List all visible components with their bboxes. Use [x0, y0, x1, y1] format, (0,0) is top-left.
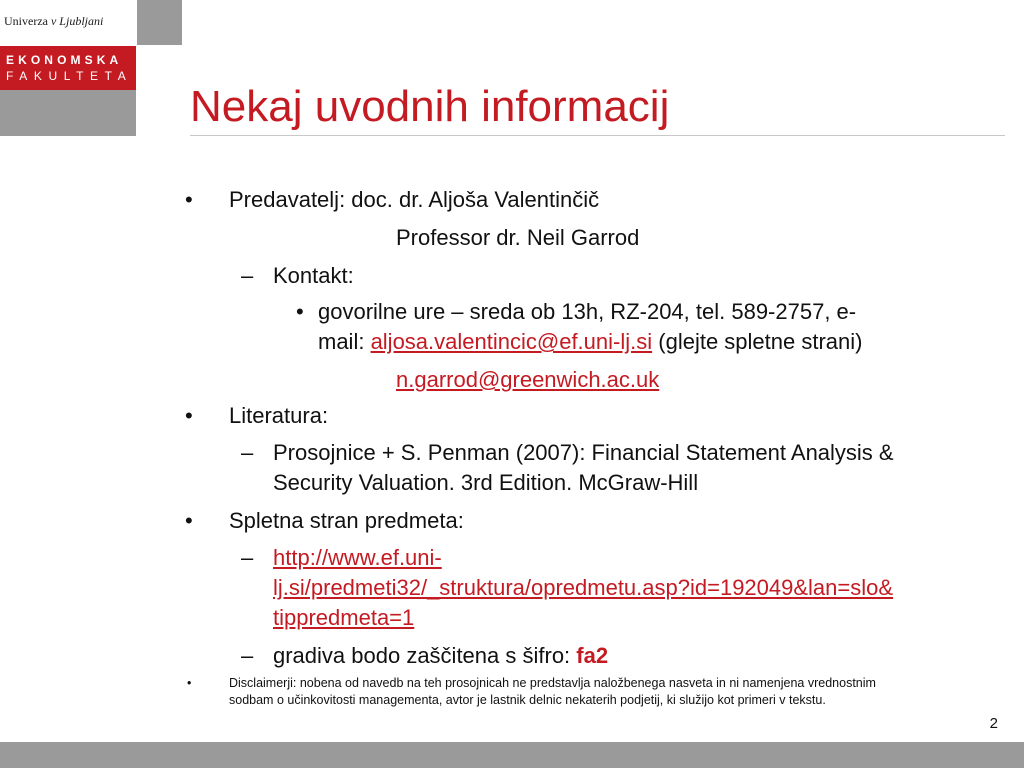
email-link-garrod[interactable]: n.garrod@greenwich.ac.uk — [396, 367, 660, 392]
website-link-line3-wrap — [273, 603, 414, 633]
bullet-marker: • — [185, 187, 193, 212]
literature-label: Literatura: — [229, 403, 329, 428]
website-label: Spletna stran predmeta: — [229, 508, 464, 533]
dash-marker: – — [241, 440, 254, 465]
bullet-marker: • — [296, 299, 304, 324]
password-code: fa2 — [576, 643, 609, 668]
bullet-marker: • — [185, 403, 193, 428]
disclaimer-line2: sodbam o učinkovitosti managementa, avtor je lastnik delnic nekaterih podjetij, ki služijo kot primeri v tekstu. — [229, 693, 826, 707]
email-suffix: (glejte spletne strani) — [652, 329, 863, 354]
website-link-line2[interactable]: lj.si/predmeti32/_struktura/opredmetu.asp?id=192049&lan=slo& — [273, 575, 894, 600]
co-lecturer-text: Professor dr. Neil Garrod — [396, 225, 640, 250]
title-divider — [190, 135, 1005, 136]
dash-marker: – — [241, 263, 254, 288]
literature-text: Prosojnice + S. Penman (2007): Financial Statement Analysis & — [273, 440, 894, 465]
office-hours-text: govorilne ure – sreda ob 13h, RZ-204, tel. 589-2757, e- — [318, 299, 857, 324]
faculty-logo-line2: FAKULTETA — [6, 69, 133, 83]
university-logo — [0, 0, 136, 46]
bullet-marker: • — [185, 508, 193, 533]
disclaimer-line1: Disclaimerji: nobena od navedb na teh prosojnicah ne predstavlja naložbenega nasveta in ni namenjena vrednostnim — [229, 676, 876, 690]
website-link-line2-wrap — [273, 573, 893, 603]
university-name: Univerza v Ljubljani — [4, 14, 104, 28]
bullet-marker: • — [187, 676, 192, 690]
page-title: Nekaj uvodnih informacij — [190, 82, 670, 131]
dash-marker: – — [241, 643, 254, 668]
email-prefix: mail: — [318, 329, 371, 354]
footer-bar — [0, 742, 1024, 768]
faculty-logo-line1: EKONOMSKA — [6, 53, 123, 67]
website-link-line3[interactable]: tippredmeta=1 — [273, 605, 415, 630]
contact-label: Kontakt: — [273, 263, 354, 288]
faculty-logo — [0, 46, 136, 90]
email-line-garrod — [396, 365, 659, 395]
lecturer-text: Predavatelj: doc. dr. Aljoša Valentinčič — [229, 187, 600, 212]
materials-text — [273, 641, 608, 671]
dash-marker: – — [241, 545, 254, 570]
website-link-line1[interactable]: http://www.ef.uni- — [273, 545, 442, 570]
decorative-gray-block — [0, 90, 136, 136]
literature-text-cont: Security Valuation. 3rd Edition. McGraw-Hill — [273, 470, 699, 495]
email-link-valentincic[interactable]: aljosa.valentincic@ef.uni-lj.si — [370, 329, 653, 354]
materials-prefix: gradiva bodo zaščitena s šifro: — [273, 643, 577, 668]
office-hours-email-line — [318, 327, 862, 357]
page-number: 2 — [989, 715, 998, 732]
decorative-gray-square — [137, 0, 182, 45]
